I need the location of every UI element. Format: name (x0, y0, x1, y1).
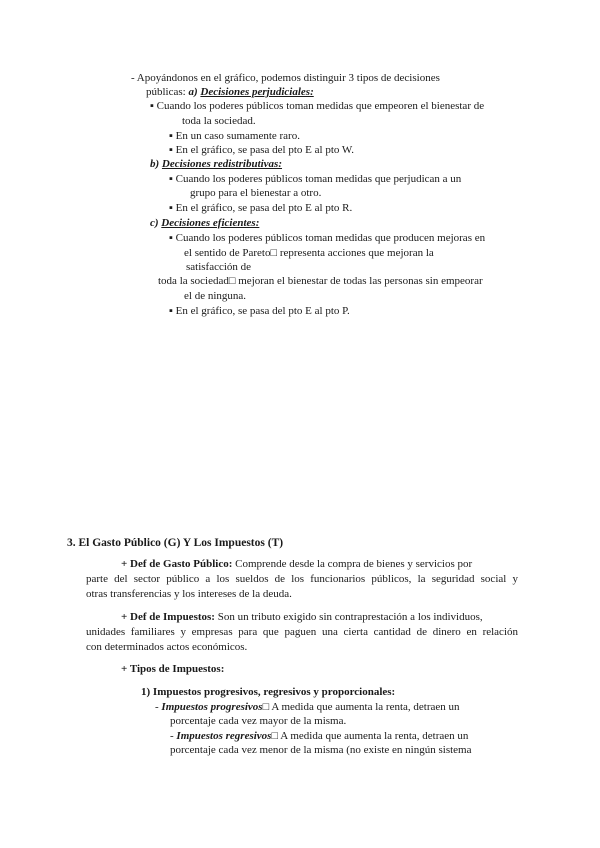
decisions-c-heading: c) Decisiones eficientes: (150, 217, 260, 229)
decisions-a-item2: ▪ En un caso sumamente raro. (169, 130, 300, 142)
decisions-b-item1-cont: grupo para el bienestar a otro. (190, 187, 322, 199)
impuestos-regresivos-label: Impuestos regresivos (176, 730, 272, 742)
decisions-c-item1: ▪ Cuando los poderes públicos toman medidas que producen mejoras en (169, 232, 486, 244)
decisions-a-item1: ▪ Cuando los poderes públicos toman medidas que empeoren el bienestar de (150, 100, 485, 112)
impuestos-progresivos-line2: porcentaje cada vez mayor de la misma. (170, 715, 347, 727)
impuestos-progresivos-line1: - Impuestos progresivos□ A medida que aumenta la renta, detraen un (155, 701, 460, 713)
impuestos-sub1-heading: 1) Impuestos progresivos, regresivos y proporcionales: (141, 686, 396, 698)
def-gasto-line2: parte del sector público a los sueldos de los funcionarios públicos, la seguridad social y (86, 573, 518, 585)
impuestos-regresivos-line2: porcentaje cada vez menor de la misma (no existe en ningún sistema (170, 744, 472, 756)
def-gasto-line1: + Def de Gasto Público: Comprende desde la compra de bienes y servicios por (121, 558, 473, 570)
def-impuestos-label: + Def de Impuestos: (121, 611, 215, 623)
decisions-c-item1-cont4: el de ninguna. (184, 290, 247, 302)
def-gasto-line3: otras transferencias y los intereses de la deuda. (86, 588, 292, 600)
impuestos-regresivos-line1: - Impuestos regresivos□ A medida que aumenta la renta, detraen un (170, 730, 469, 742)
decisions-c-item2: ▪ En el gráfico, se pasa del pto E al pto P. (169, 305, 350, 317)
decisions-intro-line1: - Apoyándonos en el gráfico, podemos distinguir 3 tipos de decisiones (131, 72, 440, 84)
decisions-b-item2: ▪ En el gráfico, se pasa del pto E al pto R. (169, 202, 353, 214)
decisions-b-title: Decisiones redistributivas: (161, 158, 283, 170)
decisions-c-item1-cont3: toda la sociedad□ mejoran el bienestar de todas las personas sin empeorar (158, 275, 483, 287)
impuestos-progresivos-label: Impuestos progresivos (161, 701, 263, 713)
decisions-b-heading: b) Decisiones redistributivas: (150, 158, 283, 170)
def-gasto-label: + Def de Gasto Público: (121, 558, 233, 570)
decisions-a-item3: ▪ En el gráfico, se pasa del pto E al pto W. (169, 144, 355, 156)
decisions-a-title: Decisiones perjudiciales: (200, 86, 314, 98)
decisions-c-item1-cont1: el sentido de Pareto□ representa acciones que mejoran la (184, 247, 434, 259)
tipos-impuestos-heading: + Tipos de Impuestos: (121, 663, 225, 675)
decisions-b-item1: ▪ Cuando los poderes públicos toman medidas que perjudican a un (169, 173, 462, 185)
decisions-c-title: Decisiones eficientes: (161, 217, 260, 229)
decisions-c-item1-cont2: satisfacción de (186, 261, 252, 273)
def-impuestos-line1: + Def de Impuestos: Son un tributo exigido sin contraprestación a los individuos, (121, 611, 483, 623)
section3-heading: 3. El Gasto Público (G) Y Los Impuestos (T) (67, 537, 284, 549)
def-impuestos-line2: unidades familiares y empresas para que paguen una cierta cantidad de dinero en relación (86, 626, 518, 638)
def-impuestos-line3: con determinados actos económicos. (86, 641, 248, 653)
decisions-a-item1-cont: toda la sociedad. (182, 115, 256, 127)
decisions-intro-line2: públicas: a) Decisiones perjudiciales: (146, 86, 314, 98)
